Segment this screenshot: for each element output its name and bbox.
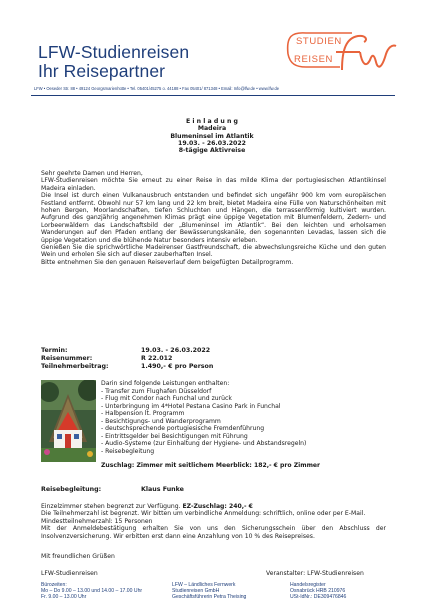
footer-office-hours: [41, 582, 142, 600]
paragraph-3: Genießen Sie die sprichwörtliche Madeirenser Gastfreundschaft, die abwechslungsreiche Küche und den guten Wein und erholen Sie sich auf dieser zauberhaften Insel.: [41, 244, 386, 259]
footer-company: [172, 582, 246, 600]
footer-company-type: Studienreisen GmbH: [172, 588, 220, 595]
paragraph-2: Die Insel ist durch einen Vulkanausbruch entstanden und befindet sich ungefähr 900 km vom europäischen Festland entfernt. Obwohl nur 57 km lang und 22 km breit, bietet Madeira eine Fülle von Naturschönheiten mit hohen Bergen, Moorlandschaften, tiefen Schluchten und Hängen, die terrassenförmig kultiviert wurden. Aufgrund des ganzjährig angenehmen Klimas prägt eine üppige Vegetation mit Blumenfeldern, Zedern- und Lorbeerwäldern das Landschaftsbild der „Blumeninsel im Atlantik“. Bei den leichten und erholsamen Wanderungen auf den Pfaden entlang der Bewässerungskanäle, den sogenannten Levadas, lassen sich die üppige Vegetation und die blühende Natur besonders intensiv erleben.: [41, 192, 386, 244]
letter-body: [41, 170, 386, 266]
termin-label: Termin:: [41, 347, 68, 354]
reisebegleitung-label: Reisebegleitung:: [41, 486, 102, 493]
brand-line-2: Ihr Reisepartner: [38, 61, 166, 81]
service-item: - Transfer zum Flughafen Düsseldorf: [101, 387, 212, 395]
logo-word-reisen: REISEN: [294, 54, 333, 65]
beitrag-value: 1.490,- € pro Person: [141, 363, 214, 370]
footer-register: [290, 582, 346, 600]
studienreisen-logo: [282, 26, 398, 78]
brand-line-1: LFW-Studienreisen: [38, 42, 190, 62]
service-item: - Reisebegleitung: [101, 447, 155, 455]
notes: [41, 503, 386, 540]
header-divider: [31, 95, 395, 96]
house-illustration: [41, 380, 96, 462]
paragraph-4: Bitte entnehmen Sie den genauen Reiseverlauf dem beigefügten Detailprogramm.: [41, 258, 294, 266]
service-item: - deutschsprechende portugiesische Fremdenführung: [101, 425, 265, 432]
ez-zuschlag: EZ-Zuschlag: 240,- €: [182, 503, 253, 510]
footer-company-name: LFW – Ländliches Fernwerk: [172, 582, 236, 588]
footer-company-manager: Geschäftsführerin Petra Theising: [172, 594, 247, 600]
zuschlag-meerblick: Zuschlag: Zimmer mit seitlichem Meerblick: 182,- € pro Zimmer: [101, 462, 321, 469]
organizer: Veranstalter: LFW-Studienreisen: [266, 570, 364, 577]
beitrag-label: Teilnehmerbeitrag:: [41, 363, 109, 370]
footer-register-number: Osnabrück HRB 210976: [290, 588, 346, 595]
closing-sender: LFW-Studienreisen: [41, 570, 98, 577]
services-intro: Darin sind folgende Leistungen enthalten:: [101, 380, 230, 387]
destination-subtitle: Blumeninsel im Atlantik: [170, 132, 254, 140]
note-insurance: Mit der Anmeldebestätigung erhalten Sie von uns den Sicherungsschein über den Abschluss der Insolvenzversicherung. Wir erbitten erst dann eine Anzahlung von 10 % des Reisepreises.: [41, 525, 386, 540]
madeira-house-photo: [41, 380, 96, 462]
closing-greeting: Mit freundlichen Grüßen: [41, 553, 115, 560]
reisebegleitung-value: Klaus Funke: [141, 486, 184, 493]
note-registration: Die Teilnehmerzahl ist begrenzt. Wir bitten um verbindliche Anmeldung: schriftlich, online oder per E-Mail.: [41, 510, 366, 518]
paragraph-1: LFW-Studienreisen möchte Sie erneut zu einer Reise in das milde Klima der portugiesischen Atlantikinsel Madeira einladen.: [41, 177, 386, 192]
reisenummer-value: R 22.012: [141, 355, 173, 362]
logo-word-studien: STUDIEN: [296, 36, 342, 47]
footer-vat-id: USt-IdNr.: DE309476846: [290, 594, 347, 600]
greeting: Sehr geehrte Damen und Herren,: [41, 170, 143, 177]
footer-register-title: Handelsregister: [290, 582, 326, 588]
note-single-room-text: Einzelzimmer stehen begrenzt zur Verfügung.: [41, 503, 183, 510]
address-line: LFW • Oeseder Str. 88 • 49124 Georgsmarienhütte • Tel. 05401/45275 o. 44188 • Fax 05401/ 871348 • Email: Info@lfw.de • www.lfw.de: [34, 86, 280, 91]
service-item: - Besichtigungs- und Wanderprogramm: [101, 417, 221, 425]
services-list: [101, 380, 401, 455]
service-item: - Halbpension lt. Programm: [101, 410, 185, 417]
service-item: - Unterbringung im 4*Hotel Pestana Casino Park in Funchal: [101, 402, 281, 410]
note-single-room: [41, 503, 386, 510]
brand-name: [38, 43, 189, 81]
service-item: - Eintrittsgelder bei Besichtigungen mit Führung: [101, 432, 248, 440]
invitation-title-block: [0, 118, 424, 154]
travel-dates: 19.03. - 26.03.2022: [178, 139, 246, 147]
logo-w: [360, 45, 396, 66]
footer-office-hours-title: Bürozeiten:: [41, 582, 67, 588]
termin-value: 19.03. - 26.03.2022: [141, 347, 211, 354]
service-item: - Flug mit Condor nach Funchal und zurück: [101, 395, 232, 402]
note-min-participants: Mindestteilnehmerzahl: 15 Personen: [41, 517, 153, 525]
invitation-word: E i n l a d u n g: [186, 118, 238, 125]
footer-office-hours-weekdays: Mo – Do 9.00 – 13.00 und 14.00 – 17.00 Uhr: [41, 588, 143, 595]
service-item: - Audio-Systeme (zur Einhaltung der Hygiene- und Abstandsregeln): [101, 440, 307, 447]
reisenummer-label: Reisenummer:: [41, 355, 93, 362]
footer-office-hours-friday: Fr. 9.00 – 13.00 Uhr: [41, 594, 87, 600]
trip-type: 8-tägige Aktivreise: [178, 147, 246, 155]
destination: Madeira: [197, 125, 227, 133]
